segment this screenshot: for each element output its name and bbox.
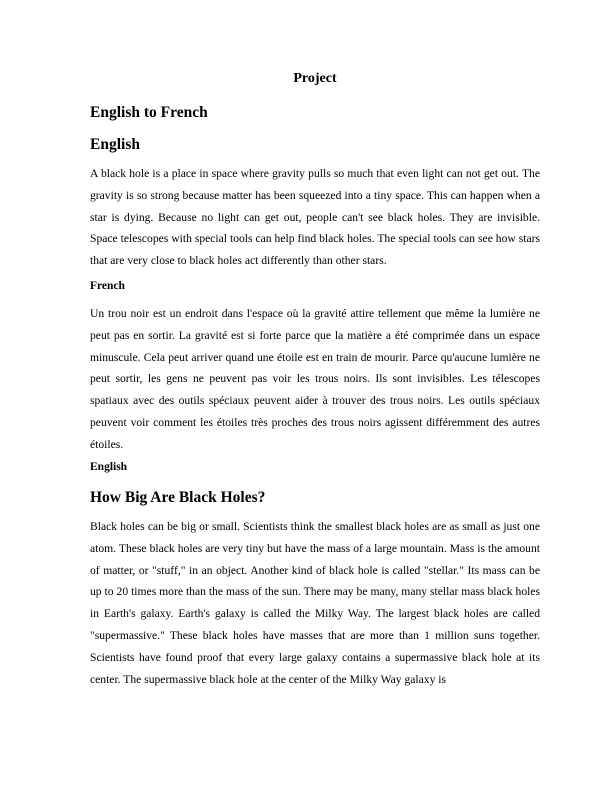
- section-subheading: How Big Are Black Holes?: [90, 489, 266, 506]
- french-heading: French: [90, 280, 125, 292]
- black-hole-size-paragraph: Black holes can be big or small. Scientists think the smallest black holes are as small as just one atom. These black holes are very tiny but have the mass of a large mountain. Mass is the amount of matter, or "stuff," in an object. Another kind of black hole is called "stellar." Its mass can be up to 20 times more than the mass of the sun. There may be many, many stellar mass black holes in Earth's galaxy. Earth's galaxy is called the Milky Way. The largest black holes are called "supermassive." These black holes have masses that are more than 1 million suns together. Scientists have found proof that every large galaxy contains a supermassive black hole at its center. The supermassive black hole at the center of the Milky Way galaxy is: [90, 520, 540, 686]
- english-heading: English: [90, 136, 140, 153]
- english-heading-2: English: [90, 461, 128, 473]
- subtitle-heading: English to French: [90, 104, 208, 121]
- french-paragraph: Un trou noir est un endroit dans l'espace où la gravité attire tellement que même la lumière ne peut pas en sortir. La gravité est si forte parce que la matière a été comprimée dans un espace minuscule. Cela peut arriver quand une étoile est en train de mourir. Parce qu'aucune lumière ne peut sortir, les gens ne peuvent pas voir les trous noirs. Ils sont invisibles. Les télescopes spatiaux avec des outils spéciaux peuvent aider à trouver des trous noirs. Les outils spéciaux peuvent voir comment les étoiles très proches des trous noirs agissent différemment des autres étoiles.: [90, 307, 540, 451]
- document-title: Project: [293, 71, 337, 86]
- english-paragraph: A black hole is a place in space where gravity pulls so much that even light can not get out. The gravity is so strong because matter has been squeezed into a tiny space. This can happen when a star is dying. Because no light can get out, people can't see black holes. They are invisible. Space telescopes with special tools can help find black holes. The special tools can see how stars that are very close to black holes act differently than other stars.: [90, 167, 540, 268]
